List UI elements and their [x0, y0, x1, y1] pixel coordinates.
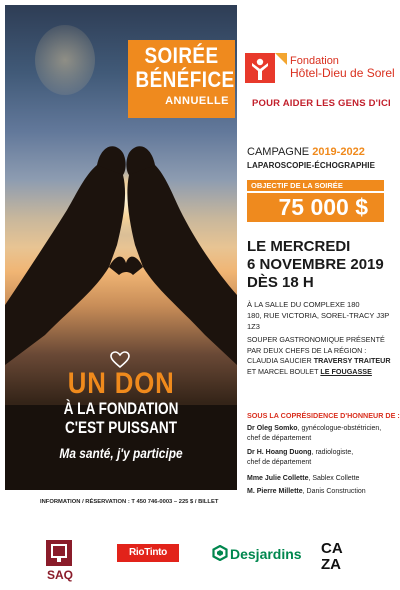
riotinto-logo: RioTinto	[117, 544, 179, 562]
banner-line-benefice: BÉNÉFICE	[135, 67, 235, 92]
campaign-label: CAMPAGNE	[247, 146, 310, 158]
objective-amount: 75 000 $	[247, 193, 384, 222]
date-time: DÈS 18 H	[247, 274, 314, 291]
foundation-logo-icon	[245, 53, 287, 87]
souper-line2: PAR DEUX CHEFS DE LA RÉGION :	[247, 345, 367, 355]
campaign-subtitle: LAPAROSCOPIE-ÉCHOGRAPHIE	[247, 161, 376, 170]
honor-person-name: Dr Oleg Somko	[247, 425, 298, 432]
honor-person	[247, 424, 397, 443]
venue-name: À LA SALLE DU COMPLEXE 180	[247, 300, 360, 309]
date-weekday: LE MERCREDI	[247, 238, 351, 255]
caza-logo-top: CA	[321, 540, 343, 557]
soiree-benefice-banner	[128, 40, 235, 118]
honor-person	[247, 487, 397, 497]
honor-person-role-line2: chef de département	[247, 458, 312, 466]
don-subline-fondation: À LA FONDATION	[63, 399, 179, 418]
honor-person-role: , Sablex Collette	[308, 475, 360, 482]
caza-logo	[320, 538, 346, 572]
chef-1-business: TRAVERSY TRAITEUR	[313, 356, 391, 365]
honor-person-name: M. Pierre Millette	[247, 488, 303, 495]
don-subline-puissant: C'EST PUISSANT	[64, 418, 178, 437]
venue-address	[247, 299, 400, 332]
slogan: Ma santé, j'y participe	[59, 445, 183, 461]
objective-label: OBJECTIF DE LA SOIRÉE	[251, 181, 343, 190]
honor-person-role-line2: chef de département	[247, 434, 312, 442]
honor-person	[247, 448, 397, 467]
venue-street: 180, RUE VICTORIA, SOREL-TRACY J3P 1Z3	[247, 311, 390, 331]
saq-logo-text: SAQ	[47, 568, 74, 582]
honor-person-role: , Danis Construction	[302, 488, 366, 495]
honor-person-name: Mme Julie Collette	[247, 475, 309, 482]
caza-logo-bottom: ZA	[321, 556, 341, 572]
honor-person-name: Dr H. Hoang Duong	[247, 449, 312, 456]
don-message	[5, 369, 237, 461]
foundation-tagline: POUR AIDER LES GENS D'ICI	[252, 98, 391, 109]
banner-line-soiree: SOIRÉE	[144, 43, 219, 68]
foundation-name	[290, 55, 395, 79]
honor-person	[247, 474, 397, 484]
saq-logo-icon	[46, 540, 72, 566]
honor-person-role: , radiologiste,	[311, 449, 354, 456]
desjardins-hexagon-icon	[212, 545, 228, 561]
chef-2-name: ET MARCEL BOULET	[247, 366, 321, 376]
foundation-name-line1: Fondation	[290, 55, 339, 67]
honor-person-role: , gynécologue-obstétricien,	[297, 425, 382, 432]
chef-2-business: LE FOUGASSE	[320, 366, 372, 376]
desjardins-logo-text: Desjardins	[230, 546, 302, 562]
campaign-heading	[247, 146, 365, 158]
foundation-name-line2: Hôtel-Dieu de Sorel	[290, 66, 395, 80]
date-day: 6 NOVEMBRE 2019	[247, 256, 384, 273]
don-title: UN DON	[67, 367, 175, 400]
campaign-years: 2019-2022	[312, 146, 365, 158]
dinner-description	[247, 335, 391, 377]
sponsor-logos	[0, 520, 400, 585]
copresidence-title: SOUS LA COPRÉSIDENCE D'HONNEUR DE :	[247, 411, 400, 420]
banner-line-annuelle: ANNUELLE	[165, 95, 229, 107]
chef-1-name: CLAUDIA SAUCIER	[247, 356, 314, 365]
reservation-info: INFORMATION / RÉSERVATION : T 450 746-0003 – 225 $ / BILLET	[40, 499, 219, 505]
event-date	[247, 238, 384, 292]
souper-line1: SOUPER GASTRONOMIQUE PRÉSENTÉ	[247, 335, 385, 344]
